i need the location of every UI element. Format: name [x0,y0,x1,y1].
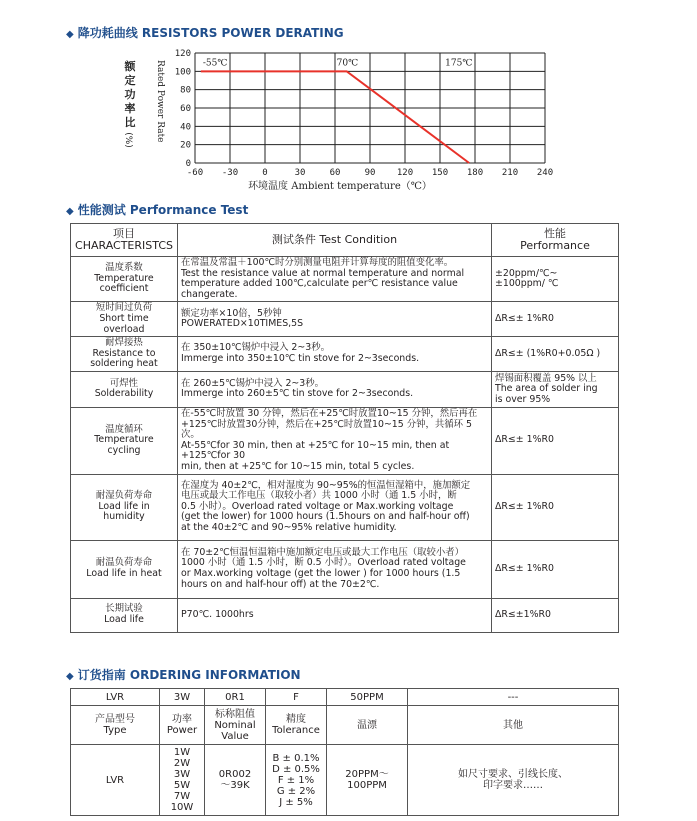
test-item-cell [71,540,178,598]
performance-table [70,223,619,633]
ordering-section-title: ◆ 订货指南 ORDERING INFORMATION [66,668,301,682]
test-condition-cell [178,598,492,632]
cell-text-line: 耐温负荷寿命 [95,557,153,569]
point-label-min: -55℃ [202,58,228,69]
ordering-table [70,688,619,816]
cell-text-line: 耐焊接热 [105,337,143,349]
ordering-example-cell: --- [408,689,619,706]
cell-text-line: LVR [105,774,125,786]
ordering-header-cell [71,706,160,745]
cell-text-line: 温度系数 [105,262,143,274]
y-tick-label: 40 [180,122,191,133]
ordering-example-cell: 3W [160,689,205,706]
cell-text-line: 在 350±10℃锡炉中浸入 2~3秒。 [181,342,330,354]
test-item-cell [71,598,178,632]
x-tick-label: 150 [431,168,449,178]
cell-text-line: 在 260±5℃锡炉中浸入 2~3秒。 [181,377,324,389]
test-item-cell [71,407,178,474]
cell-text-line: D ± 0.5% [272,763,320,775]
ordering-header-row [71,706,619,745]
cell-text-line: Solderability [94,388,154,400]
test-condition-cell [178,407,492,474]
cell-text-line: 5W [173,780,191,791]
ordering-example-cell: LVR [71,689,160,706]
cell-text-line: Value [221,730,249,742]
x-axis-label: 环境温度 Ambient temperature（℃） [248,181,432,192]
performance-cell [492,598,619,632]
cell-text-line: Nominal [214,719,256,731]
cell-text-line: 精度 [286,714,306,725]
ordering-values-row [71,745,619,816]
test-condition-cell [178,302,492,337]
cell-text-line: (get the lower) for 1000 hours (1.5hours on and half-hour off) [181,511,470,523]
cell-text-line: ΔR≤± 1%R0 [495,500,554,512]
cell-text-line: 可焊性 [109,377,139,389]
cell-text-line: ΔR≤± 1%R0 [495,434,554,446]
test-condition-cell [178,540,492,598]
ordering-value-cell [327,745,408,816]
cell-text-line: ΔR≤± 1%R0 [495,312,554,324]
cell-text-line: Load life in heat [86,568,162,579]
test-item-cell [71,337,178,372]
x-tick-label: 120 [396,168,414,178]
cell-text-line: 功率 [172,714,192,725]
x-tick-label: -30 [221,168,239,178]
header-performance: 性能 Performance [492,224,619,257]
ordering-value-cell [408,745,619,816]
x-tick-label: 30 [294,168,306,178]
performance-cell [492,474,619,540]
cell-text-line: 耐湿负荷寿命 [95,490,153,502]
cell-text-line: 电压或最大工作电压（取较小者）共 1000 小时（通 1.5 小时，断 [181,490,457,502]
cell-text-line: G ± 2% [276,785,316,797]
performance-row [71,407,619,474]
y-tick-label: 80 [180,85,191,96]
x-tick-label: -60 [186,168,204,178]
y-axis-label-char: 功 [124,88,136,101]
y-tick-label: 60 [180,104,191,114]
cell-text-line: 印字要求…… [483,780,543,791]
cell-text-line: ±20ppm/℃~ [495,267,558,279]
ordering-value-cell [160,745,205,816]
performance-cell [492,407,619,474]
cell-text-line: 焊锡面积覆盖 95% 以上 [495,372,597,384]
y-tick-label: 100 [174,67,191,78]
performance-row [71,371,619,407]
x-tick-label: 240 [536,168,554,178]
ordering-value-cell [71,745,160,816]
performance-cell [492,257,619,302]
cell-text-line: 10W [170,802,194,813]
ordering-example-cell: 0R1 [205,689,266,706]
cell-text-line: Test the resistance value at normal temperature and normal [181,267,465,279]
header-item: 项目 CHARACTERISTCS [71,224,178,257]
cell-text-line: temperature added 100℃,calculate per℃ resistance value [181,278,458,290]
ordering-header-cell [160,706,205,745]
cell-text-line: 标称阻值 [215,708,255,720]
cell-text-line: 产品型号 [95,714,135,725]
cell-text-line: 温度循环 [105,423,143,435]
ordering-example-cell: F [266,689,327,706]
diamond-bullet-icon: ◆ [66,671,74,682]
cell-text-line: 在-55℃时放置 30 分钟，然后在+25℃时放置10~15 分钟，然后再在 [181,407,478,419]
x-tick-label: 0 [262,168,268,178]
performance-cell [492,371,619,407]
performance-row [71,598,619,632]
cell-text-line: 7W [173,791,191,802]
cell-text-line: coefficient [99,283,149,295]
test-condition-cell [178,474,492,540]
performance-row [71,474,619,540]
test-item-cell [71,474,178,540]
cell-text-line: 0R002 [218,769,252,780]
performance-row [71,337,619,372]
x-tick-label: 180 [466,168,484,178]
ordering-header-cell [205,706,266,745]
cell-text-line: Tolerance [272,725,320,736]
cell-text-line: hours on and half-hour off) at the 70±2℃. [181,578,380,590]
ordering-value-cell [205,745,266,816]
cell-text-line: is over 95% [495,393,551,405]
test-condition-cell [178,257,492,302]
ordering-header-cell [327,706,408,745]
cell-text-line: 100PPM [347,780,387,791]
cell-text-line: 1W [173,747,191,758]
cell-text-line: 其他 [503,719,523,731]
cell-text-line: 在 70±2℃恒温恒温箱中施加额定电压或最大工作电压（取较小者） [181,546,465,558]
ordering-value-cell [266,745,327,816]
y-tick-label: 20 [180,140,191,151]
performance-cell [492,302,619,337]
y-axis-label-char: 比 [124,116,136,129]
cell-text-line: overload [103,323,145,335]
cell-text-line: Short time [99,312,149,324]
performance-cell [492,540,619,598]
y-axis-label-char: 定 [124,74,136,87]
cell-text-line: POWERATED×10TIMES,5S [181,318,304,330]
test-condition-cell [178,371,492,407]
cell-text-line: 短时间过负荷 [95,302,153,314]
x-tick-label: 90 [364,168,376,178]
cell-text-line: 0.5 小时）。Overload rated voltage or Max.working voltage [181,500,454,512]
cell-text-line: 3W [173,769,191,780]
diamond-bullet-icon: ◆ [66,29,74,40]
cell-text-line: Temperature [94,434,154,446]
x-tick-label: 60 [329,168,341,178]
cell-text-line: P70℃. 1000hrs [181,608,254,620]
y-axis-label-percent: (%) [123,132,133,148]
header-condition: 测试条件 Test Condition [178,224,492,257]
test-item-cell [71,302,178,337]
cell-text-line: Load life [104,614,144,625]
cell-text-line: +125℃时放置30分钟，然后在+25℃时放置10~15 分钟，共循环 5 次。 [181,418,472,441]
cell-text-line: Immerge into 260±5℃ tin stove for 2~3seconds. [181,388,414,400]
cell-text-line: Immerge into 350±10℃ tin stove for 2~3seconds. [181,353,420,365]
point-label-max: 175℃ [445,58,473,69]
cell-text-line: or Max.working voltage (get the lower ) for 1000 hours (1.5 [181,568,461,579]
cell-text-line: changerate. [181,288,238,300]
cell-text-line: 在常温及常温＋100℃时分别测量电阻并计算每度的阻值变化率。 [181,257,454,268]
cell-text-line: min, then at +25℃ for 10~15 min, total 5 cycles. [181,460,415,472]
y-axis-label-en: Rated Power Rate [155,60,165,143]
x-tick-label: 210 [501,168,519,178]
performance-cell [492,337,619,372]
test-condition-cell [178,337,492,372]
ordering-header-cell [266,706,327,745]
cell-text-line: ΔR≤±1%R0 [495,608,551,620]
cell-text-line: ±100ppm/ ℃ [495,278,559,290]
y-axis-label-char: 额 [124,60,136,73]
cell-text-line: At-55℃for 30 min, then at +25℃ for 10~15 min, then at +125℃for 30 [181,439,450,462]
cell-text-line: Type [103,725,127,736]
cell-text-line: 额定功率×10倍，5秒钟 [181,307,282,319]
cell-text-line: B ± 0.1% [272,752,320,764]
ordering-header-cell [408,706,619,745]
cell-text-line: J ± 5% [279,796,313,808]
cell-text-line: 如尺寸要求、引线长度、 [458,769,568,780]
performance-row [71,540,619,598]
cell-text-line: at the 40±2℃ and 90~95% relative humidity. [181,521,397,533]
derating-section-title: ◆ 降功耗曲线 RESISTORS POWER DERATING [66,26,344,40]
cell-text-line: Power [166,725,198,736]
cell-text-line: Load life in [98,500,150,512]
cell-text-line: cycling [107,445,141,457]
cell-text-line: ～39K [220,780,250,791]
y-tick-label: 120 [174,49,191,59]
cell-text-line: ΔR≤± 1%R0 [495,562,554,574]
performance-row [71,257,619,302]
cell-text-line: ΔR≤± (1%R0+0.05Ω ) [495,347,601,359]
test-item-cell [71,257,178,302]
cell-text-line: 在湿度为 40±2℃，相对湿度为 90~95%的恒温恒湿箱中，施加额定 [181,479,471,491]
ordering-example-cell: 50PPM [327,689,408,706]
cell-text-line: Resistance to [92,347,156,359]
derating-chart [110,40,570,200]
performance-section-title: ◆ 性能测试 Performance Test [66,203,249,217]
cell-text-line: 长期试验 [105,603,143,615]
ordering-example-row [71,689,619,706]
y-axis-label-char: 率 [124,102,136,115]
performance-row [71,302,619,337]
point-label-knee: 70℃ [336,58,359,69]
cell-text-line: The area of solder ing [495,383,598,395]
cell-text-line: humidity [103,511,145,523]
cell-text-line: soldering heat [90,358,158,370]
performance-header-row [71,224,619,257]
cell-text-line: 2W [173,758,191,769]
test-item-cell [71,371,178,407]
diamond-bullet-icon: ◆ [66,206,74,217]
y-tick-label: 0 [185,159,191,169]
cell-text-line: 温漂 [357,719,377,731]
cell-text-line: Temperature [94,272,154,284]
cell-text-line: 1000 小时（通 1.5 小时，断 0.5 小时）。Overload rated voltage [181,557,466,569]
cell-text-line: 20PPM～ [345,769,389,780]
cell-text-line: F ± 1% [277,774,315,786]
